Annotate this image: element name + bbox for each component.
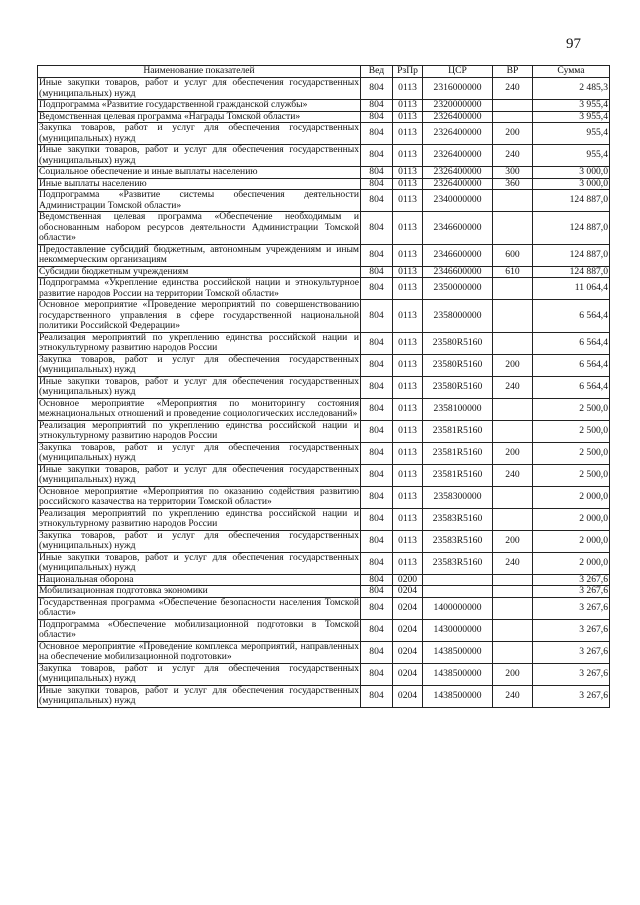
cell-ved: 804 (361, 663, 393, 685)
table-row (38, 300, 610, 333)
cell-vr: 200 (493, 354, 533, 376)
table-row (38, 619, 610, 641)
cell-rzpr: 0200 (393, 574, 423, 586)
cell-ved: 804 (361, 123, 393, 145)
cell-ved: 804 (361, 641, 393, 663)
cell-csr: 1400000000 (423, 597, 493, 619)
cell-rzpr: 0113 (393, 332, 423, 354)
cell-rzpr: 0113 (393, 78, 423, 100)
cell-ved: 804 (361, 508, 393, 530)
cell-rzpr: 0204 (393, 663, 423, 685)
cell-rzpr: 0113 (393, 464, 423, 486)
cell-sum: 6 564,4 (533, 300, 610, 333)
cell-ved: 804 (361, 685, 393, 707)
table-row (38, 574, 610, 586)
cell-csr: 2320000000 (423, 100, 493, 112)
cell-name: Подпрограмма «Развитие системы обеспечения деятельности Администрации Томской области» (39, 189, 359, 211)
cell-ved: 804 (361, 619, 393, 641)
cell-ved: 804 (361, 552, 393, 574)
cell-sum: 2 500,0 (533, 464, 610, 486)
cell-name: Иные закупки товаров, работ и услуг для обеспечения государственных (муниципальных) нужд (39, 77, 359, 99)
table-row (38, 641, 610, 663)
cell-rzpr: 0113 (393, 354, 423, 376)
cell-name: Мобилизационная подготовка экономики (38, 586, 361, 598)
cell-csr: 23581R5160 (423, 442, 493, 464)
cell-ved: 804 (361, 145, 393, 167)
cell-csr: 23581R5160 (423, 464, 493, 486)
cell-sum: 3 267,6 (533, 586, 610, 598)
cell-csr (423, 586, 493, 598)
cell-csr: 23580R5160 (423, 332, 493, 354)
table-row (38, 332, 610, 354)
cell-vr (493, 597, 533, 619)
cell-sum: 2 500,0 (533, 420, 610, 442)
cell-ved: 804 (361, 244, 393, 266)
table-row (38, 111, 610, 123)
cell-csr: 23583R5160 (423, 508, 493, 530)
cell-name: Иные закупки товаров, работ и услуг для обеспечения государственных (муниципальных) нужд (39, 463, 359, 485)
cell-name: Закупка товаров, работ и услуг для обеспечения государственных (муниципальных) нужд (39, 122, 359, 144)
cell-csr (423, 574, 493, 586)
cell-vr: 200 (493, 442, 533, 464)
cell-sum: 6 564,4 (533, 332, 610, 354)
cell-ved: 804 (361, 111, 393, 123)
cell-vr (493, 508, 533, 530)
cell-vr: 300 (493, 167, 533, 179)
cell-rzpr: 0113 (393, 167, 423, 179)
cell-ved: 804 (361, 597, 393, 619)
cell-rzpr: 0113 (393, 145, 423, 167)
cell-sum: 2 485,3 (533, 78, 610, 100)
cell-ved: 804 (361, 78, 393, 100)
cell-csr: 2340000000 (423, 190, 493, 212)
table-row (38, 212, 610, 245)
cell-rzpr: 0113 (393, 486, 423, 508)
table-row (38, 354, 610, 376)
cell-ved: 804 (361, 266, 393, 278)
table-row (38, 145, 610, 167)
cell-name: Основное мероприятие «Проведение комплекса мероприятий, направленных на обеспечение мобилизационной подготовки» (39, 640, 359, 662)
header-ved: Вед (361, 66, 393, 78)
cell-rzpr: 0204 (393, 641, 423, 663)
cell-sum: 6 564,4 (533, 354, 610, 376)
cell-ved: 804 (361, 167, 393, 179)
cell-rzpr: 0113 (393, 111, 423, 123)
cell-rzpr: 0113 (393, 300, 423, 333)
cell-vr (493, 300, 533, 333)
cell-sum: 2 500,0 (533, 442, 610, 464)
cell-name: Реализация мероприятий по укреплению единства российской нации и этнокультурному развитию народов России (39, 507, 359, 529)
cell-csr: 2346600000 (423, 212, 493, 245)
cell-vr: 200 (493, 663, 533, 685)
cell-name: Государственная программа «Обеспечение безопасности населения Томской области» (39, 596, 359, 618)
cell-rzpr: 0113 (393, 278, 423, 300)
cell-sum: 3 267,6 (533, 597, 610, 619)
cell-name: Иные закупки товаров, работ и услуг для обеспечения государственных (муниципальных) нужд (39, 375, 359, 397)
cell-ved: 804 (361, 464, 393, 486)
table-row (38, 552, 610, 574)
cell-csr: 2346600000 (423, 244, 493, 266)
cell-csr: 1438500000 (423, 685, 493, 707)
cell-sum: 124 887,0 (533, 266, 610, 278)
table-row (38, 530, 610, 552)
table-row (38, 486, 610, 508)
cell-rzpr: 0113 (393, 178, 423, 190)
cell-vr (493, 420, 533, 442)
cell-name: Реализация мероприятий по укреплению единства российской нации и этнокультурному развитию народов России (39, 419, 359, 441)
table-row (38, 442, 610, 464)
cell-sum: 3 267,6 (533, 619, 610, 641)
cell-name: Закупка товаров, работ и услуг для обеспечения государственных (муниципальных) нужд (39, 529, 359, 551)
cell-csr: 1430000000 (423, 619, 493, 641)
cell-ved: 804 (361, 278, 393, 300)
cell-name: Закупка товаров, работ и услуг для обеспечения государственных (муниципальных) нужд (39, 441, 359, 463)
table-row (38, 190, 610, 212)
table-row (38, 123, 610, 145)
table-row (38, 178, 610, 190)
cell-ved: 804 (361, 178, 393, 190)
cell-sum: 3 000,0 (533, 178, 610, 190)
cell-csr: 23583R5160 (423, 552, 493, 574)
cell-name: Ведомственная целевая программа «Обеспечение необходимым и обоснованным набором ресурсов деятельности Администрации Томской области» (39, 211, 359, 243)
cell-name: Иные закупки товаров, работ и услуг для обеспечения государственных (муниципальных) нужд (39, 551, 359, 573)
cell-rzpr: 0113 (393, 376, 423, 398)
cell-rzpr: 0113 (393, 212, 423, 245)
cell-sum: 124 887,0 (533, 244, 610, 266)
cell-ved: 804 (361, 300, 393, 333)
table-row (38, 663, 610, 685)
cell-csr: 23580R5160 (423, 354, 493, 376)
cell-csr: 2326400000 (423, 111, 493, 123)
budget-table (37, 65, 610, 708)
cell-rzpr: 0113 (393, 398, 423, 420)
cell-sum: 3 955,4 (533, 111, 610, 123)
cell-ved: 804 (361, 574, 393, 586)
header-sum: Сумма (533, 66, 610, 78)
cell-sum: 2 500,0 (533, 398, 610, 420)
page-number: 97 (566, 36, 581, 52)
table-row (38, 244, 610, 266)
cell-rzpr: 0204 (393, 597, 423, 619)
header-name: Наименование показателей (38, 66, 361, 78)
cell-vr (493, 574, 533, 586)
cell-csr: 23583R5160 (423, 530, 493, 552)
cell-name: Подпрограмма «Укрепление единства российской нации и этнокультурное развитие народов России на территории Томской области» (39, 277, 359, 299)
cell-name: Основное мероприятие «Мероприятия по оказанию содействия развитию российского казачества на территории Томской области» (39, 485, 359, 507)
table-row (38, 597, 610, 619)
cell-name: Иные выплаты населению (38, 178, 361, 190)
cell-vr (493, 486, 533, 508)
cell-rzpr: 0113 (393, 442, 423, 464)
table-row (38, 398, 610, 420)
cell-vr: 240 (493, 78, 533, 100)
cell-name: Предоставление субсидий бюджетным, автономным учреждениям и иным некоммерческим организациям (39, 243, 359, 265)
cell-rzpr: 0113 (393, 530, 423, 552)
cell-sum: 955,4 (533, 145, 610, 167)
cell-rzpr: 0113 (393, 266, 423, 278)
cell-name: Подпрограмма «Развитие государственной гражданской службы» (38, 100, 361, 112)
cell-csr: 2358100000 (423, 398, 493, 420)
cell-rzpr: 0113 (393, 244, 423, 266)
cell-sum: 3 267,6 (533, 574, 610, 586)
cell-csr: 2346600000 (423, 266, 493, 278)
cell-ved: 804 (361, 420, 393, 442)
cell-vr (493, 398, 533, 420)
cell-ved: 804 (361, 442, 393, 464)
cell-sum: 3 267,6 (533, 685, 610, 707)
cell-sum: 3 267,6 (533, 641, 610, 663)
cell-csr: 2326400000 (423, 167, 493, 179)
cell-vr: 240 (493, 376, 533, 398)
cell-rzpr: 0113 (393, 508, 423, 530)
table-row (38, 508, 610, 530)
cell-vr: 240 (493, 552, 533, 574)
cell-csr: 23581R5160 (423, 420, 493, 442)
cell-csr: 2350000000 (423, 278, 493, 300)
cell-vr: 240 (493, 685, 533, 707)
cell-vr (493, 111, 533, 123)
table-row (38, 78, 610, 100)
cell-vr (493, 332, 533, 354)
header-vr: ВР (493, 66, 533, 78)
cell-rzpr: 0204 (393, 619, 423, 641)
table-row (38, 266, 610, 278)
cell-vr: 610 (493, 266, 533, 278)
cell-ved: 804 (361, 376, 393, 398)
cell-ved: 804 (361, 586, 393, 598)
cell-name: Ведомственная целевая программа «Награды Томской области» (38, 111, 361, 123)
cell-rzpr: 0204 (393, 685, 423, 707)
cell-sum: 124 887,0 (533, 190, 610, 212)
table-row (38, 586, 610, 598)
cell-name: Иные закупки товаров, работ и услуг для обеспечения государственных (муниципальных) нужд (39, 144, 359, 166)
cell-name: Субсидии бюджетным учреждениям (38, 266, 361, 278)
header-rzpr: РзПр (393, 66, 423, 78)
cell-csr: 2316000000 (423, 78, 493, 100)
cell-name: Закупка товаров, работ и услуг для обеспечения государственных (муниципальных) нужд (39, 353, 359, 375)
table-row (38, 167, 610, 179)
cell-sum: 2 000,0 (533, 486, 610, 508)
cell-sum: 6 564,4 (533, 376, 610, 398)
table-row (38, 100, 610, 112)
cell-sum: 2 000,0 (533, 530, 610, 552)
cell-name: Основное мероприятие «Мероприятия по мониторингу состояния межнациональных отношений и проведение социологических исследований» (39, 397, 359, 419)
cell-vr: 200 (493, 530, 533, 552)
cell-vr (493, 212, 533, 245)
cell-rzpr: 0204 (393, 586, 423, 598)
header-csr: ЦСР (423, 66, 493, 78)
cell-ved: 804 (361, 212, 393, 245)
cell-sum: 11 064,4 (533, 278, 610, 300)
cell-ved: 804 (361, 354, 393, 376)
table-row (38, 376, 610, 398)
cell-ved: 804 (361, 530, 393, 552)
cell-rzpr: 0113 (393, 123, 423, 145)
cell-sum: 955,4 (533, 123, 610, 145)
cell-vr (493, 278, 533, 300)
cell-vr: 200 (493, 123, 533, 145)
cell-vr (493, 100, 533, 112)
table-row (38, 420, 610, 442)
cell-name: Закупка товаров, работ и услуг для обеспечения государственных (муниципальных) нужд (39, 662, 359, 684)
cell-name: Национальная оборона (38, 574, 361, 586)
cell-rzpr: 0113 (393, 420, 423, 442)
cell-csr: 2358300000 (423, 486, 493, 508)
cell-sum: 2 000,0 (533, 508, 610, 530)
cell-ved: 804 (361, 332, 393, 354)
cell-sum: 3 267,6 (533, 663, 610, 685)
cell-ved: 804 (361, 100, 393, 112)
cell-vr (493, 619, 533, 641)
cell-name: Реализация мероприятий по укреплению единства российской нации и этнокультурному развитию народов России (39, 331, 359, 353)
table-row (38, 464, 610, 486)
cell-rzpr: 0113 (393, 190, 423, 212)
cell-vr: 240 (493, 145, 533, 167)
table-body (38, 78, 610, 708)
cell-vr (493, 641, 533, 663)
table-row (38, 278, 610, 300)
cell-rzpr: 0113 (393, 100, 423, 112)
cell-name: Основное мероприятие «Проведение мероприятий по совершенствованию государственного управления в сфере государственной национальной политики Российской Федерации» (39, 299, 359, 331)
cell-csr: 1438500000 (423, 663, 493, 685)
cell-vr: 600 (493, 244, 533, 266)
cell-sum: 2 000,0 (533, 552, 610, 574)
cell-sum: 124 887,0 (533, 212, 610, 245)
cell-rzpr: 0113 (393, 552, 423, 574)
cell-csr: 2326400000 (423, 178, 493, 190)
table-header-row (38, 66, 610, 78)
cell-sum: 3 955,4 (533, 100, 610, 112)
cell-csr: 1438500000 (423, 641, 493, 663)
cell-csr: 2358000000 (423, 300, 493, 333)
table-row (38, 685, 610, 707)
cell-name: Иные закупки товаров, работ и услуг для обеспечения государственных (муниципальных) нужд (39, 684, 359, 706)
cell-vr: 360 (493, 178, 533, 190)
cell-name: Социальное обеспечение и иные выплаты населению (38, 167, 361, 179)
cell-ved: 804 (361, 190, 393, 212)
cell-csr: 2326400000 (423, 123, 493, 145)
cell-ved: 804 (361, 486, 393, 508)
cell-csr: 23580R5160 (423, 376, 493, 398)
cell-ved: 804 (361, 398, 393, 420)
cell-sum: 3 000,0 (533, 167, 610, 179)
cell-vr (493, 190, 533, 212)
cell-name: Подпрограмма «Обеспечение мобилизационной подготовки в Томской области» (39, 618, 359, 640)
cell-csr: 2326400000 (423, 145, 493, 167)
cell-vr: 240 (493, 464, 533, 486)
cell-vr (493, 586, 533, 598)
